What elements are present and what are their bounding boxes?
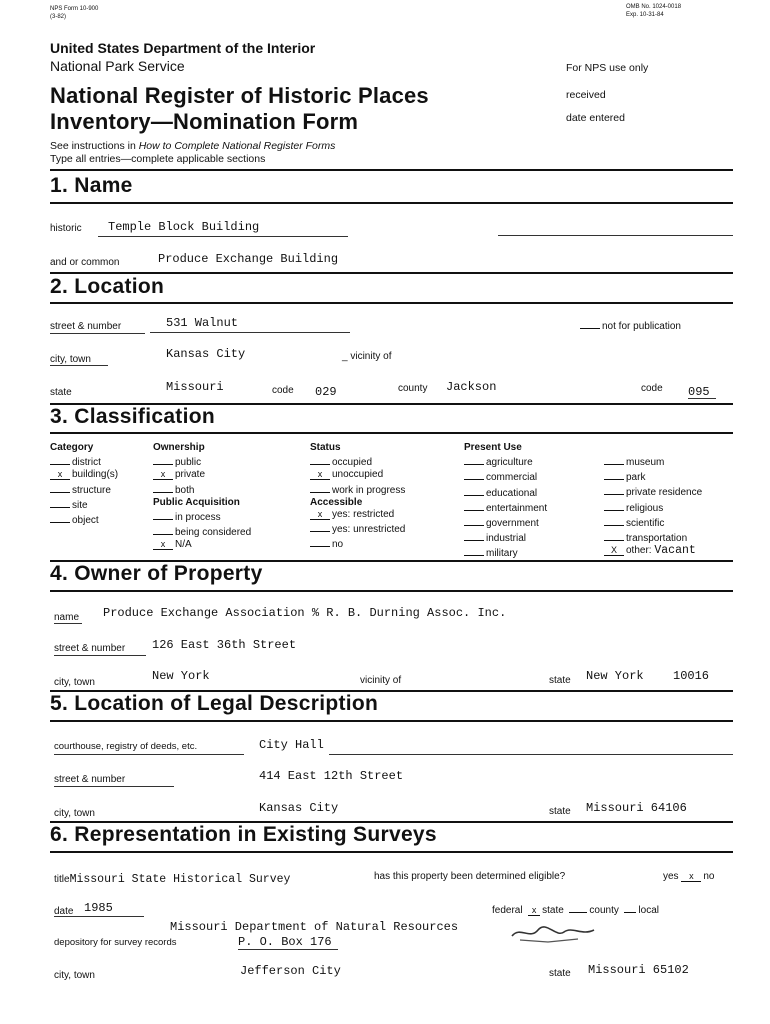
owner-state-value[interactable]: New York <box>586 669 644 683</box>
status-header: Status <box>310 442 341 453</box>
checkbox-commercial[interactable]: commercial <box>464 469 547 484</box>
survey-date-value[interactable]: 1985 <box>84 901 113 915</box>
code-value[interactable]: 029 <box>315 385 337 399</box>
depository-label: depository for survey records <box>54 937 177 948</box>
checkbox-government[interactable]: government <box>464 515 547 530</box>
checkbox-other[interactable]: X other: Vacant <box>604 545 702 557</box>
checkbox-being-considered[interactable]: being considered <box>153 524 251 539</box>
historic-value[interactable]: Temple Block Building <box>108 220 260 234</box>
section-2-title: 2. Location <box>50 275 165 298</box>
divider <box>50 302 733 304</box>
depository-value-line2[interactable]: P. O. Box 176 <box>238 935 332 949</box>
divider <box>50 272 733 274</box>
vicinity-label: _ vicinity of <box>342 351 392 362</box>
owner-vicinity-label: vicinity of <box>360 675 402 686</box>
checkbox-buildings[interactable]: x building(s) <box>50 469 118 481</box>
code-label: code <box>272 385 294 396</box>
legal-street-label: street & number <box>54 774 126 785</box>
checkbox-occupied[interactable]: occupied <box>310 454 405 469</box>
owner-state-label: state <box>549 675 571 686</box>
checkbox-entertainment[interactable]: entertainment <box>464 500 547 515</box>
expiration-date: Exp. 10-31-84 <box>626 12 664 18</box>
checkbox-industrial[interactable]: industrial <box>464 530 547 545</box>
category-header: Category <box>50 442 94 453</box>
historic-label: historic <box>50 223 82 234</box>
acquisition-header: Public Acquisition <box>153 496 240 508</box>
survey-title-value[interactable]: Missouri State Historical Survey <box>69 873 291 886</box>
checkbox-religious[interactable]: religious <box>604 500 702 515</box>
divider <box>50 169 733 171</box>
legal-state-label: state <box>549 806 571 817</box>
legal-state-value[interactable]: Missouri 64106 <box>586 801 687 815</box>
owner-street-label: street & number <box>54 643 126 654</box>
present-use-column2 <box>604 454 702 557</box>
present-use-column1 <box>464 442 547 561</box>
survey-city-value[interactable]: Jefferson City <box>240 964 341 978</box>
received-label: received <box>566 89 606 101</box>
legal-city-value[interactable]: Kansas City <box>259 801 339 815</box>
street-label: street & number <box>50 321 122 332</box>
checkbox-public[interactable]: public <box>153 454 251 469</box>
date-entered-label: date entered <box>566 112 625 124</box>
checkbox-scientific[interactable]: scientific <box>604 515 702 530</box>
present-use-header: Present Use <box>464 442 522 453</box>
section-4-title: 4. Owner of Property <box>50 562 263 585</box>
checkbox-military[interactable]: military <box>464 545 547 560</box>
omb-number: OMB No. 1024-0018 <box>626 4 682 10</box>
divider <box>50 202 733 204</box>
department-name: United States Department of the Interior <box>50 40 316 56</box>
legal-street-value[interactable]: 414 East 12th Street <box>259 769 404 783</box>
ownership-header: Ownership <box>153 442 205 453</box>
eligibility-options[interactable]: yes x no <box>663 871 715 882</box>
form-date: (3-82) <box>50 14 67 20</box>
field-line <box>688 398 716 399</box>
legal-city-label: city, town <box>54 808 95 819</box>
field-line <box>98 236 348 237</box>
form-number: NPS Form 10-900 <box>50 6 99 12</box>
ownership-column <box>153 442 251 552</box>
survey-title-label: titleMissouri State Historical Survey <box>54 873 291 886</box>
survey-state-label: state <box>549 968 571 979</box>
section-6-title: 6. Representation in Existing Surveys <box>50 823 437 846</box>
depository-value-line1[interactable]: Missouri Department of Natural Resources <box>170 920 459 934</box>
checkbox-transportation[interactable]: transportation <box>604 530 702 545</box>
field-line <box>150 332 350 333</box>
section-1-title: 1. Name <box>50 174 133 197</box>
divider <box>50 590 733 592</box>
instructions-line1: See instructions in How to Complete National Register Forms <box>50 140 336 152</box>
survey-state-value[interactable]: Missouri 65102 <box>588 963 689 977</box>
field-line <box>54 786 174 787</box>
section-3-title: 3. Classification <box>50 405 215 428</box>
nps-use-label: For NPS use only <box>566 62 649 74</box>
common-value[interactable]: Produce Exchange Building <box>158 252 339 266</box>
state-value[interactable]: Missouri <box>166 380 224 394</box>
owner-name-label: name <box>54 612 80 623</box>
eligible-question: has this property been determined eligible? <box>374 871 566 882</box>
checkbox-object[interactable]: object <box>50 512 118 527</box>
owner-city-label: city, town <box>54 677 95 688</box>
field-line <box>329 754 733 755</box>
checkbox-unoccupied[interactable]: x unoccupied <box>310 469 405 481</box>
county-label: county <box>398 383 428 394</box>
city-value[interactable]: Kansas City <box>166 347 246 361</box>
checkbox-site[interactable]: site <box>50 497 118 512</box>
code2-value[interactable]: 095 <box>688 385 710 399</box>
city-label: city, town <box>50 354 91 365</box>
checkbox-yes-restricted[interactable]: x yes: restricted <box>310 509 405 521</box>
checkbox-na[interactable]: x N/A <box>153 539 251 551</box>
county-value[interactable]: Jackson <box>446 380 497 394</box>
field-line <box>238 949 338 950</box>
field-line <box>54 754 244 755</box>
checkbox-educational[interactable]: educational <box>464 485 547 500</box>
courthouse-value[interactable]: City Hall <box>259 738 324 752</box>
survey-level-options[interactable]: federal x state county local <box>492 902 659 916</box>
checkbox-in-process[interactable]: in process <box>153 509 251 524</box>
survey-city-label: city, town <box>54 970 95 981</box>
checkbox-work-in-progress[interactable]: work in progress <box>310 482 405 497</box>
survey-date-label: date <box>54 906 74 917</box>
field-line <box>50 333 145 334</box>
divider <box>50 720 733 722</box>
checkbox-agriculture[interactable]: agriculture <box>464 454 547 469</box>
status-column <box>310 442 405 552</box>
owner-city-value[interactable]: New York <box>152 669 210 683</box>
signature-stamp <box>508 920 598 946</box>
checkbox-museum[interactable]: museum <box>604 454 702 469</box>
field-line <box>54 655 146 656</box>
accessible-header: Accessible <box>310 496 363 508</box>
owner-zip-value[interactable]: 10016 <box>673 669 710 683</box>
field-line <box>498 235 733 236</box>
divider <box>50 851 733 853</box>
owner-name-value[interactable]: Produce Exchange Association % R. B. Durning Assoc. Inc. <box>103 606 507 620</box>
service-name: National Park Service <box>50 58 185 74</box>
divider <box>50 432 733 434</box>
street-value[interactable]: 531 Walnut <box>166 316 239 330</box>
field-line <box>54 916 144 917</box>
field-line <box>50 365 108 366</box>
common-label: and or common <box>50 257 120 268</box>
checkbox-no[interactable]: no <box>310 536 405 551</box>
checkbox-private-residence[interactable]: private residence <box>604 484 702 499</box>
form-title-line1: National Register of Historic Places <box>50 83 429 108</box>
checkbox-both[interactable]: both <box>153 482 251 497</box>
section-5-title: 5. Location of Legal Description <box>50 692 379 715</box>
not-for-publication: not for publication <box>580 318 681 332</box>
checkbox-district[interactable]: district <box>50 454 118 469</box>
instructions-line2: Type all entries—complete applicable sections <box>50 153 266 165</box>
checkbox-park[interactable]: park <box>604 469 702 484</box>
checkbox-yes-unrestricted[interactable]: yes: unrestricted <box>310 521 405 536</box>
courthouse-label: courthouse, registry of deeds, etc. <box>54 741 198 752</box>
owner-street-value[interactable]: 126 East 36th Street <box>152 638 297 652</box>
checkbox-private[interactable]: x private <box>153 469 251 481</box>
code2-label: code <box>641 383 663 394</box>
form-title-line2: Inventory—Nomination Form <box>50 109 359 134</box>
checkbox-structure[interactable]: structure <box>50 482 118 497</box>
category-column <box>50 442 118 527</box>
other-value: Vacant <box>654 544 696 558</box>
field-line <box>54 623 82 624</box>
state-label: state <box>50 387 72 398</box>
